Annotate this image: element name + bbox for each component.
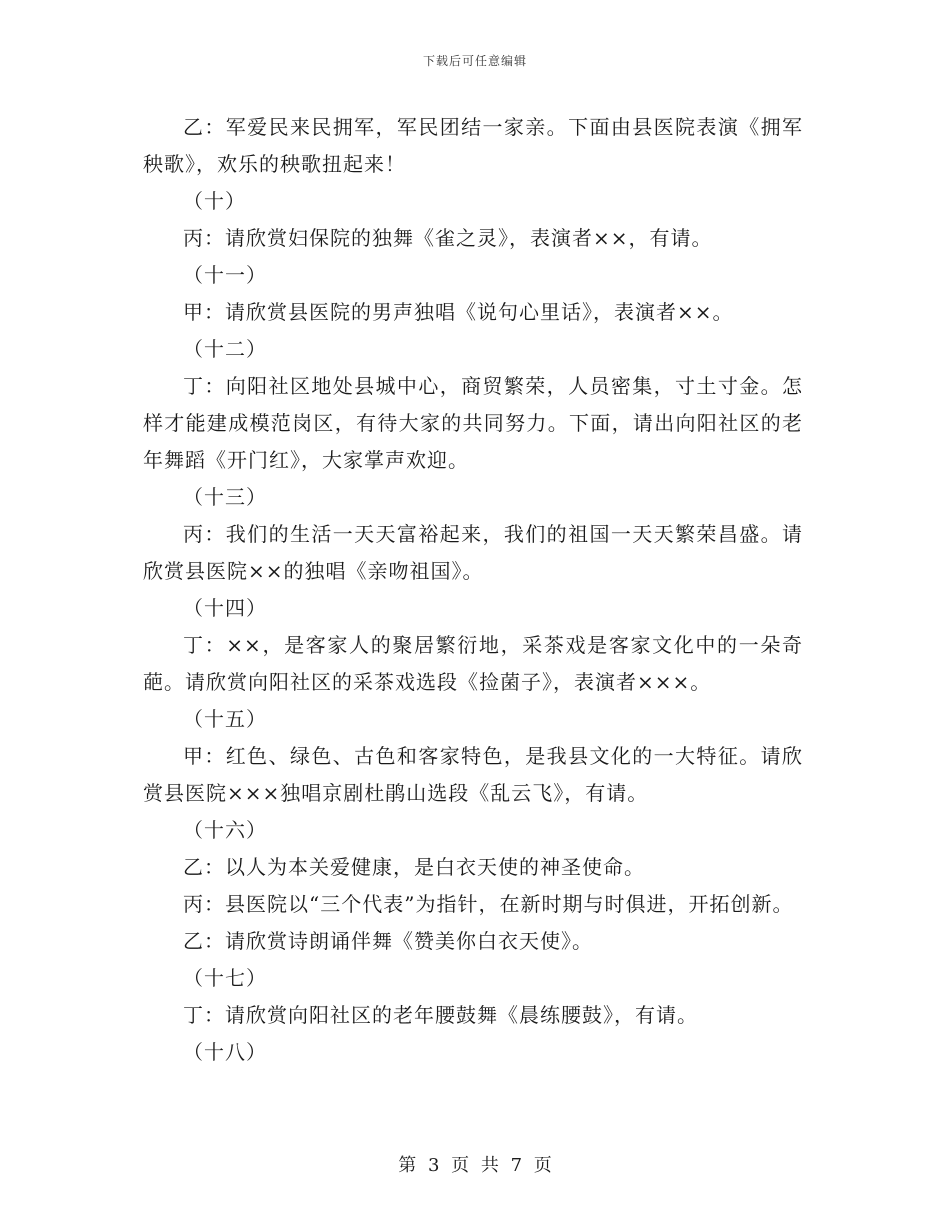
paragraph-8: 乙：以人为本关爱健康，是白衣天使的神圣使命。 (183, 855, 645, 879)
section-number-14: （十四） (183, 596, 267, 620)
paragraph-7: 甲：红色、绿色、古色和客家特色，是我县文化的一大特征。请欣赏县医院×××独唱京剧杜鹃山选段《乱云飞》，有请。 (143, 744, 803, 805)
document-body (143, 109, 803, 1071)
paragraph-2: 丙：请欣赏妇保院的独舞《雀之灵》，表演者××，有请。 (183, 226, 713, 250)
section-number-15: （十五） (183, 707, 267, 731)
paragraph-4: 丁：向阳社区地处县城中心，商贸繁荣，人员密集，寸土寸金。怎样才能建成模范岗区，有待大家的共同努力。下面，请出向阳社区的老年舞蹈《开门红》，大家掌声欢迎。 (143, 374, 803, 472)
paragraph-10: 乙：请欣赏诗朗诵伴舞《赞美你白衣天使》。 (183, 929, 593, 953)
paragraph-5: 丙：我们的生活一天天富裕起来，我们的祖国一天天繁荣昌盛。请欣赏县医院××的独唱《亲吻祖国》。 (143, 522, 803, 583)
page-header: 下载后可任意编辑 (422, 54, 527, 68)
paragraph-1: 乙：军爱民来民拥军，军民团结一家亲。下面由县医院表演《拥军秧歌》，欢乐的秧歌扭起来！ (143, 115, 803, 176)
section-number-13: （十三） (183, 485, 267, 509)
paragraph-11: 丁：请欣赏向阳社区的老年腰鼓舞《晨练腰鼓》，有请。 (183, 1003, 698, 1027)
paragraph-6: 丁：××，是客家人的聚居繁衍地，采茶戏是客家文化中的一朵奇葩。请欣赏向阳社区的采茶戏选段《捡菌子》，表演者×××。 (143, 633, 803, 694)
section-number-12: （十二） (183, 337, 267, 361)
section-number-11: （十一） (183, 263, 267, 287)
page-footer: 第 3 页 共 7 页 (398, 1155, 552, 1176)
section-number-17: （十七） (183, 966, 267, 990)
paragraph-3: 甲：请欣赏县医院的男声独唱《说句心里话》，表演者××。 (183, 300, 734, 324)
section-number-16: （十六） (183, 818, 267, 842)
paragraph-9: 丙：县医院以“三个代表”为指针，在新时期与时俱进，开拓创新。 (183, 892, 794, 916)
section-number-18: （十八） (183, 1040, 267, 1064)
section-number-10: （十） (183, 189, 246, 213)
